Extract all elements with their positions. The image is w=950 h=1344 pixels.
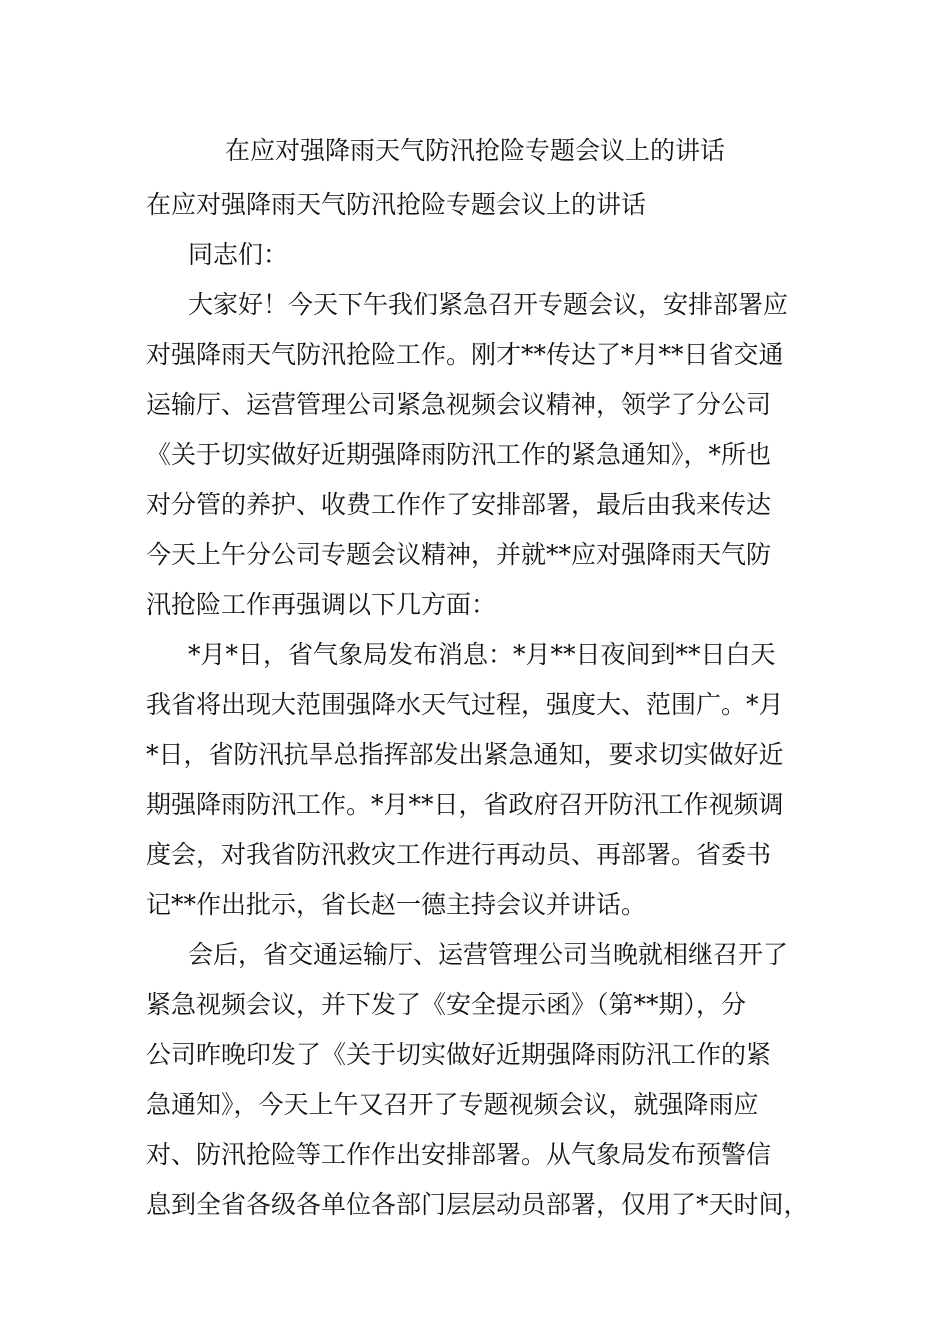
- paragraph-line: *日，省防汛抗旱总指挥部发出紧急通知，要求切实做好近: [146, 740, 784, 769]
- paragraph-3: [146, 930, 824, 1230]
- paragraph-line: 记**作出批示，省长赵一德主持会议并讲话。: [146, 890, 647, 919]
- paragraph-line: 运输厅、运营管理公司紧急视频会议精神，领学了分公司: [146, 390, 772, 419]
- paragraph-line: 度会，对我省防汛救灾工作进行再动员、再部署。省委书: [146, 840, 772, 869]
- paragraph-line: 汛抢险工作再强调以下几方面：: [146, 590, 497, 619]
- paragraph-line: 公司昨晚印发了《关于切实做好近期强降雨防汛工作的紧: [146, 1040, 772, 1069]
- paragraph-line: 对、防汛抢险等工作作出安排部署。从气象局发布预警信: [146, 1140, 772, 1169]
- paragraph-line: 对强降雨天气防汛抢险工作。刚才**传达了*月**日省交通: [146, 340, 784, 369]
- paragraph-line: 《关于切实做好近期强降雨防汛工作的紧急通知》，*所也: [146, 440, 772, 469]
- paragraph-line: 息到全省各级各单位各部门层层动员部署，仅用了*天时间，: [146, 1190, 809, 1219]
- paragraph-line: 今天上午分公司专题会议精神，并就**应对强降雨天气防: [146, 540, 772, 569]
- paragraph-2: [146, 630, 824, 930]
- paragraph-line: 我省将出现大范围强降水天气过程，强度大、范围广。*月: [146, 690, 784, 719]
- paragraph-line: 紧急视频会议，并下发了《安全提示函》（第**期），分: [146, 990, 747, 1019]
- salutation: 同志们：: [188, 240, 289, 269]
- document-body: [146, 180, 824, 1230]
- paragraph-line: 急通知》，今天上午又召开了专题视频会议，就强降雨应: [146, 1090, 759, 1119]
- paragraph-line: 大家好！今天下午我们紧急召开专题会议，安排部署应: [188, 290, 789, 319]
- paragraph-line: 对分管的养护、收费工作作了安排部署，最后由我来传达: [146, 490, 772, 519]
- paragraph-line: 期强降雨防汛工作。*月**日，省政府召开防汛工作视频调: [146, 790, 784, 819]
- paragraph-line: 会后，省交通运输厅、运营管理公司当晚就相继召开了: [188, 940, 789, 969]
- document-subtitle: 在应对强降雨天气防汛抢险专题会议上的讲话: [146, 190, 647, 219]
- document-title: 在应对强降雨天气防汛抢险专题会议上的讲话: [224, 136, 725, 165]
- paragraph-1: [146, 280, 824, 630]
- paragraph-line: *月*日，省气象局发布消息：*月**日夜间到**日白天: [188, 640, 776, 669]
